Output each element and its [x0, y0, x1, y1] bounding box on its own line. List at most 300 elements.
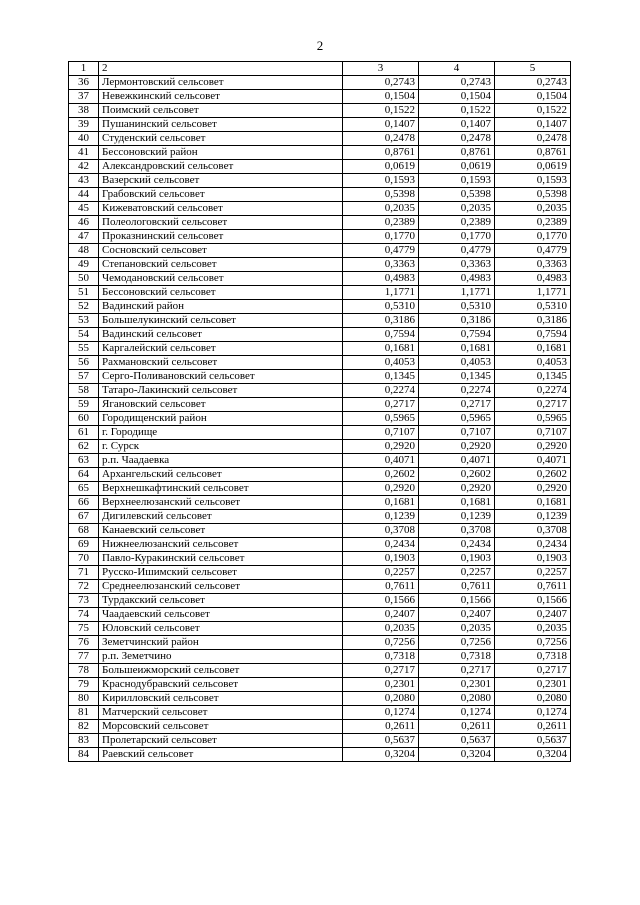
- value-col-4: 0,2920: [419, 482, 495, 496]
- table-row: [69, 132, 571, 146]
- value-col-4: 0,2434: [419, 538, 495, 552]
- value-col-3: 0,1681: [343, 496, 419, 510]
- value-col-5: 0,1407: [495, 118, 571, 132]
- value-col-4: 0,1770: [419, 230, 495, 244]
- value-col-5: 0,1522: [495, 104, 571, 118]
- value-col-4: 0,7318: [419, 650, 495, 664]
- table-row: [69, 580, 571, 594]
- row-number: 61: [69, 426, 99, 440]
- value-col-3: 0,7107: [343, 426, 419, 440]
- value-col-4: 0,7594: [419, 328, 495, 342]
- row-number: 65: [69, 482, 99, 496]
- municipality-name: Невежкинский сельсовет: [99, 90, 343, 104]
- row-number: 76: [69, 636, 99, 650]
- value-col-3: 1,1771: [343, 286, 419, 300]
- table-row: [69, 160, 571, 174]
- value-col-5: 0,1345: [495, 370, 571, 384]
- value-col-3: 0,2717: [343, 398, 419, 412]
- row-number: 66: [69, 496, 99, 510]
- value-col-4: 0,4053: [419, 356, 495, 370]
- value-col-4: 0,7256: [419, 636, 495, 650]
- municipality-name: Нижнеелюзанский сельсовет: [99, 538, 343, 552]
- municipality-name: Канаевский сельсовет: [99, 524, 343, 538]
- table-row: [69, 678, 571, 692]
- value-col-5: 0,2478: [495, 132, 571, 146]
- table-row: [69, 216, 571, 230]
- row-number: 54: [69, 328, 99, 342]
- municipality-name: Ягановский сельсовет: [99, 398, 343, 412]
- row-number: 58: [69, 384, 99, 398]
- value-col-3: 0,2717: [343, 664, 419, 678]
- value-col-5: 0,2920: [495, 482, 571, 496]
- value-col-3: 0,5398: [343, 188, 419, 202]
- table-row: [69, 314, 571, 328]
- value-col-3: 0,3186: [343, 314, 419, 328]
- table-row: [69, 538, 571, 552]
- table-row: [69, 706, 571, 720]
- municipality-name: Проказнинский сельсовет: [99, 230, 343, 244]
- value-col-5: 0,4779: [495, 244, 571, 258]
- municipality-name: Серго-Поливановский сельсовет: [99, 370, 343, 384]
- value-col-3: 0,7611: [343, 580, 419, 594]
- value-col-5: 0,2080: [495, 692, 571, 706]
- municipality-name: Чаадаевский сельсовет: [99, 608, 343, 622]
- value-col-3: 0,1770: [343, 230, 419, 244]
- value-col-5: 0,0619: [495, 160, 571, 174]
- value-col-5: 0,1681: [495, 342, 571, 356]
- value-col-4: 0,7611: [419, 580, 495, 594]
- municipality-name: р.п. Чаадаевка: [99, 454, 343, 468]
- value-col-4: 0,3204: [419, 748, 495, 762]
- table-row: [69, 454, 571, 468]
- data-table: [68, 61, 571, 762]
- value-col-3: 0,2611: [343, 720, 419, 734]
- row-number: 83: [69, 734, 99, 748]
- table-row: [69, 300, 571, 314]
- municipality-name: Верхнешкафтинский сельсовет: [99, 482, 343, 496]
- table-row: [69, 342, 571, 356]
- value-col-4: 0,1903: [419, 552, 495, 566]
- row-number: 51: [69, 286, 99, 300]
- value-col-4: 0,2478: [419, 132, 495, 146]
- value-col-3: 0,2257: [343, 566, 419, 580]
- value-col-4: 0,2920: [419, 440, 495, 454]
- value-col-4: 0,1345: [419, 370, 495, 384]
- value-col-3: 0,0619: [343, 160, 419, 174]
- value-col-4: 0,2257: [419, 566, 495, 580]
- row-number: 80: [69, 692, 99, 706]
- value-col-5: 0,2434: [495, 538, 571, 552]
- municipality-name: Бессоновский район: [99, 146, 343, 160]
- table-row: [69, 440, 571, 454]
- table-row: [69, 356, 571, 370]
- value-col-3: 0,2080: [343, 692, 419, 706]
- municipality-name: г. Городище: [99, 426, 343, 440]
- row-number: 48: [69, 244, 99, 258]
- table-body: [69, 76, 571, 762]
- value-col-4: 0,1593: [419, 174, 495, 188]
- municipality-name: Чемодановский сельсовет: [99, 272, 343, 286]
- row-number: 74: [69, 608, 99, 622]
- value-col-5: 0,7611: [495, 580, 571, 594]
- row-number: 36: [69, 76, 99, 90]
- value-col-5: 0,1566: [495, 594, 571, 608]
- header-row: [69, 62, 571, 76]
- row-number: 72: [69, 580, 99, 594]
- value-col-3: 0,2407: [343, 608, 419, 622]
- row-number: 82: [69, 720, 99, 734]
- page-number: 2: [316, 38, 324, 53]
- value-col-3: 0,2602: [343, 468, 419, 482]
- value-col-3: 0,2920: [343, 482, 419, 496]
- municipality-name: Татаро-Лакинский сельсовет: [99, 384, 343, 398]
- row-number: 63: [69, 454, 99, 468]
- row-number: 40: [69, 132, 99, 146]
- value-col-3: 0,2920: [343, 440, 419, 454]
- row-number: 69: [69, 538, 99, 552]
- value-col-4: 0,4071: [419, 454, 495, 468]
- municipality-name: Кирилловский сельсовет: [99, 692, 343, 706]
- value-col-5: 0,3204: [495, 748, 571, 762]
- value-col-3: 0,1593: [343, 174, 419, 188]
- row-number: 68: [69, 524, 99, 538]
- column-header-1: 1: [69, 62, 99, 76]
- municipality-name: Степановский сельсовет: [99, 258, 343, 272]
- municipality-name: Дигилевский сельсовет: [99, 510, 343, 524]
- value-col-3: 0,5310: [343, 300, 419, 314]
- table-row: [69, 636, 571, 650]
- table-row: [69, 398, 571, 412]
- value-col-5: 0,2717: [495, 398, 571, 412]
- value-col-5: 0,2257: [495, 566, 571, 580]
- value-col-4: 0,2611: [419, 720, 495, 734]
- value-col-5: 0,2717: [495, 664, 571, 678]
- table-row: [69, 510, 571, 524]
- table-row: [69, 90, 571, 104]
- table-row: [69, 426, 571, 440]
- row-number: 78: [69, 664, 99, 678]
- row-number: 67: [69, 510, 99, 524]
- table-row: [69, 230, 571, 244]
- row-number: 47: [69, 230, 99, 244]
- value-col-5: 0,1593: [495, 174, 571, 188]
- value-col-4: 0,1274: [419, 706, 495, 720]
- row-number: 75: [69, 622, 99, 636]
- value-col-5: 0,2389: [495, 216, 571, 230]
- value-col-3: 0,1522: [343, 104, 419, 118]
- row-number: 77: [69, 650, 99, 664]
- value-col-3: 0,1345: [343, 370, 419, 384]
- municipality-name: р.п. Земетчино: [99, 650, 343, 664]
- value-col-3: 0,7256: [343, 636, 419, 650]
- table-row: [69, 104, 571, 118]
- value-col-5: 0,1504: [495, 90, 571, 104]
- value-col-5: 0,5637: [495, 734, 571, 748]
- value-col-3: 0,2301: [343, 678, 419, 692]
- value-col-3: 0,1407: [343, 118, 419, 132]
- value-col-5: 1,1771: [495, 286, 571, 300]
- value-col-4: 0,3363: [419, 258, 495, 272]
- municipality-name: Полеологовский сельсовет: [99, 216, 343, 230]
- value-col-3: 0,4779: [343, 244, 419, 258]
- value-col-4: 0,1239: [419, 510, 495, 524]
- municipality-name: Вазерский сельсовет: [99, 174, 343, 188]
- value-col-3: 0,2434: [343, 538, 419, 552]
- value-col-5: 0,2407: [495, 608, 571, 622]
- municipality-name: Большелукинский сельсовет: [99, 314, 343, 328]
- value-col-3: 0,8761: [343, 146, 419, 160]
- municipality-name: Павло-Куракинский сельсовет: [99, 552, 343, 566]
- value-col-3: 0,4071: [343, 454, 419, 468]
- municipality-name: Морсовский сельсовет: [99, 720, 343, 734]
- table-header: [69, 62, 571, 76]
- value-col-4: 0,2301: [419, 678, 495, 692]
- row-number: 49: [69, 258, 99, 272]
- value-col-5: 0,8761: [495, 146, 571, 160]
- value-col-4: 0,1681: [419, 496, 495, 510]
- value-col-3: 0,4053: [343, 356, 419, 370]
- value-col-4: 0,4983: [419, 272, 495, 286]
- value-col-4: 0,2274: [419, 384, 495, 398]
- value-col-5: 0,7318: [495, 650, 571, 664]
- table-row: [69, 748, 571, 762]
- row-number: 62: [69, 440, 99, 454]
- table-row: [69, 370, 571, 384]
- municipality-name: Пушанинский сельсовет: [99, 118, 343, 132]
- row-number: 45: [69, 202, 99, 216]
- row-number: 52: [69, 300, 99, 314]
- municipality-name: Большеижморский сельсовет: [99, 664, 343, 678]
- value-col-4: 0,0619: [419, 160, 495, 174]
- value-col-4: 0,7107: [419, 426, 495, 440]
- value-col-5: 0,5398: [495, 188, 571, 202]
- row-number: 50: [69, 272, 99, 286]
- value-col-4: 0,1522: [419, 104, 495, 118]
- value-col-5: 0,1239: [495, 510, 571, 524]
- value-col-5: 0,2602: [495, 468, 571, 482]
- value-col-3: 0,2389: [343, 216, 419, 230]
- value-col-5: 0,2301: [495, 678, 571, 692]
- municipality-name: Верхнеелюзанский сельсовет: [99, 496, 343, 510]
- value-col-5: 0,7107: [495, 426, 571, 440]
- value-col-4: 0,2389: [419, 216, 495, 230]
- value-col-3: 0,5965: [343, 412, 419, 426]
- municipality-name: Студенский сельсовет: [99, 132, 343, 146]
- value-col-4: 0,5310: [419, 300, 495, 314]
- value-col-3: 0,1903: [343, 552, 419, 566]
- row-number: 71: [69, 566, 99, 580]
- value-col-4: 0,2717: [419, 398, 495, 412]
- table-row: [69, 146, 571, 160]
- value-col-4: 0,1504: [419, 90, 495, 104]
- municipality-name: Среднеелюзанский сельсовет: [99, 580, 343, 594]
- value-col-4: 0,4779: [419, 244, 495, 258]
- municipality-name: Русско-Ишимский сельсовет: [99, 566, 343, 580]
- municipality-name: г. Сурск: [99, 440, 343, 454]
- table-row: [69, 524, 571, 538]
- municipality-name: Архангельский сельсовет: [99, 468, 343, 482]
- municipality-name: Лермонтовский сельсовет: [99, 76, 343, 90]
- row-number: 59: [69, 398, 99, 412]
- value-col-5: 0,3708: [495, 524, 571, 538]
- value-col-4: 0,1681: [419, 342, 495, 356]
- table-row: [69, 328, 571, 342]
- row-number: 56: [69, 356, 99, 370]
- value-col-5: 0,2611: [495, 720, 571, 734]
- value-col-5: 0,4983: [495, 272, 571, 286]
- value-col-4: 0,2602: [419, 468, 495, 482]
- row-number: 37: [69, 90, 99, 104]
- table-row: [69, 692, 571, 706]
- row-number: 79: [69, 678, 99, 692]
- value-col-3: 0,7318: [343, 650, 419, 664]
- row-number: 42: [69, 160, 99, 174]
- row-number: 60: [69, 412, 99, 426]
- table-row: [69, 384, 571, 398]
- value-col-4: 0,2717: [419, 664, 495, 678]
- value-col-5: 0,1274: [495, 706, 571, 720]
- table-row: [69, 286, 571, 300]
- value-col-4: 0,5965: [419, 412, 495, 426]
- row-number: 57: [69, 370, 99, 384]
- table-row: [69, 76, 571, 90]
- row-number: 84: [69, 748, 99, 762]
- table-row: [69, 482, 571, 496]
- value-col-5: 0,2035: [495, 202, 571, 216]
- row-number: 43: [69, 174, 99, 188]
- value-col-4: 0,1566: [419, 594, 495, 608]
- municipality-name: Юловский сельсовет: [99, 622, 343, 636]
- table-row: [69, 496, 571, 510]
- value-col-3: 0,5637: [343, 734, 419, 748]
- column-header-5: 5: [495, 62, 571, 76]
- table-row: [69, 552, 571, 566]
- row-number: 73: [69, 594, 99, 608]
- municipality-name: Земетчинский район: [99, 636, 343, 650]
- value-col-4: 0,5398: [419, 188, 495, 202]
- table-row: [69, 594, 571, 608]
- row-number: 44: [69, 188, 99, 202]
- value-col-4: 0,2407: [419, 608, 495, 622]
- value-col-3: 0,2478: [343, 132, 419, 146]
- row-number: 55: [69, 342, 99, 356]
- table-row: [69, 244, 571, 258]
- table-row: [69, 202, 571, 216]
- municipality-name: Турдакский сельсовет: [99, 594, 343, 608]
- value-col-3: 0,2274: [343, 384, 419, 398]
- value-col-3: 0,2035: [343, 202, 419, 216]
- municipality-name: Матчерский сельсовет: [99, 706, 343, 720]
- table-row: [69, 272, 571, 286]
- value-col-4: 0,3708: [419, 524, 495, 538]
- municipality-name: Рахмановский сельсовет: [99, 356, 343, 370]
- value-col-5: 0,3186: [495, 314, 571, 328]
- value-col-3: 0,1566: [343, 594, 419, 608]
- value-col-3: 0,1681: [343, 342, 419, 356]
- table-row: [69, 174, 571, 188]
- municipality-name: Грабовский сельсовет: [99, 188, 343, 202]
- municipality-name: Вадинский район: [99, 300, 343, 314]
- value-col-5: 0,1681: [495, 496, 571, 510]
- value-col-5: 0,5310: [495, 300, 571, 314]
- row-number: 46: [69, 216, 99, 230]
- municipality-name: Александровский сельсовет: [99, 160, 343, 174]
- value-col-4: 0,3186: [419, 314, 495, 328]
- value-col-4: 0,2035: [419, 622, 495, 636]
- municipality-name: Сосновский сельсовет: [99, 244, 343, 258]
- value-col-3: 0,3204: [343, 748, 419, 762]
- table-row: [69, 650, 571, 664]
- municipality-name: Пролетарский сельсовет: [99, 734, 343, 748]
- row-number: 53: [69, 314, 99, 328]
- table-row: [69, 468, 571, 482]
- municipality-name: Бессоновский сельсовет: [99, 286, 343, 300]
- column-header-4: 4: [419, 62, 495, 76]
- value-col-3: 0,2035: [343, 622, 419, 636]
- table-row: [69, 622, 571, 636]
- table-row: [69, 258, 571, 272]
- value-col-4: 0,2080: [419, 692, 495, 706]
- value-col-5: 0,3363: [495, 258, 571, 272]
- table-row: [69, 608, 571, 622]
- value-col-5: 0,1903: [495, 552, 571, 566]
- row-number: 70: [69, 552, 99, 566]
- table-row: [69, 664, 571, 678]
- table-row: [69, 188, 571, 202]
- value-col-3: 0,1274: [343, 706, 419, 720]
- table-row: [69, 720, 571, 734]
- municipality-name: Каргалейский сельсовет: [99, 342, 343, 356]
- table-row: [69, 412, 571, 426]
- value-col-3: 0,1239: [343, 510, 419, 524]
- value-col-3: 0,3708: [343, 524, 419, 538]
- row-number: 39: [69, 118, 99, 132]
- value-col-5: 0,1770: [495, 230, 571, 244]
- value-col-5: 0,4053: [495, 356, 571, 370]
- value-col-3: 0,3363: [343, 258, 419, 272]
- column-header-2: 2: [99, 62, 343, 76]
- municipality-name: Краснодубравский сельсовет: [99, 678, 343, 692]
- value-col-5: 0,5965: [495, 412, 571, 426]
- value-col-4: 0,5637: [419, 734, 495, 748]
- value-col-4: 0,1407: [419, 118, 495, 132]
- municipality-name: Поимский сельсовет: [99, 104, 343, 118]
- value-col-5: 0,7594: [495, 328, 571, 342]
- value-col-5: 0,7256: [495, 636, 571, 650]
- municipality-name: Городищенский район: [99, 412, 343, 426]
- value-col-4: 0,2035: [419, 202, 495, 216]
- value-col-3: 0,1504: [343, 90, 419, 104]
- value-col-4: 0,2743: [419, 76, 495, 90]
- table-row: [69, 734, 571, 748]
- table-row: [69, 566, 571, 580]
- row-number: 38: [69, 104, 99, 118]
- row-number: 64: [69, 468, 99, 482]
- value-col-5: 0,2035: [495, 622, 571, 636]
- value-col-5: 0,2274: [495, 384, 571, 398]
- value-col-3: 0,4983: [343, 272, 419, 286]
- municipality-name: Вадинский сельсовет: [99, 328, 343, 342]
- row-number: 41: [69, 146, 99, 160]
- municipality-name: Раевский сельсовет: [99, 748, 343, 762]
- value-col-3: 0,2743: [343, 76, 419, 90]
- value-col-3: 0,7594: [343, 328, 419, 342]
- value-col-4: 0,8761: [419, 146, 495, 160]
- column-header-3: 3: [343, 62, 419, 76]
- table-row: [69, 118, 571, 132]
- value-col-5: 0,2743: [495, 76, 571, 90]
- value-col-5: 0,4071: [495, 454, 571, 468]
